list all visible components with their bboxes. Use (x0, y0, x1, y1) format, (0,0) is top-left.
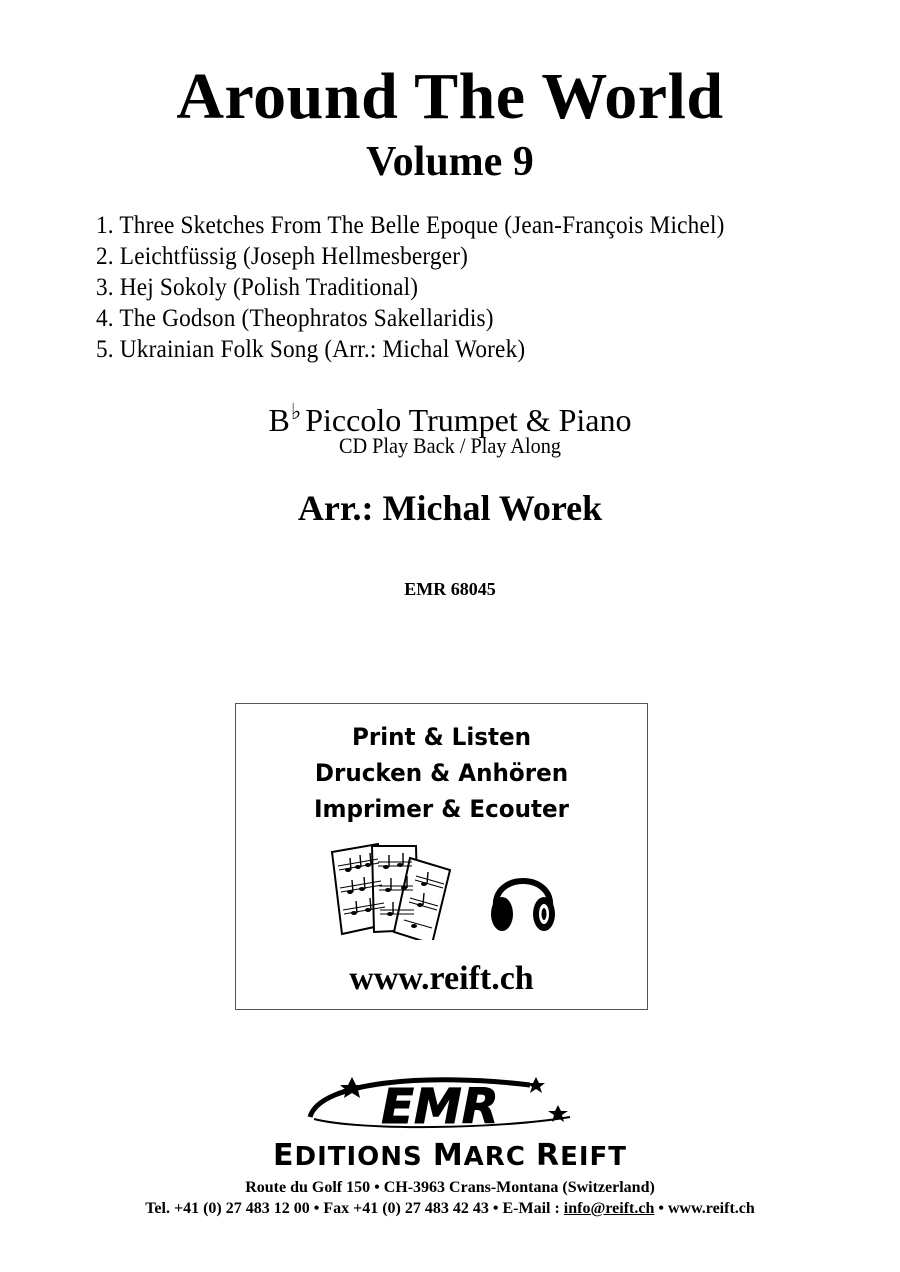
volume-subtitle: Volume 9 (366, 139, 534, 185)
piece-item: 4. The Godson (Theophratos Sakellaridis) (96, 305, 494, 332)
piece-item: 2. Leichtfüssig (Joseph Hellmesberger) (96, 243, 469, 270)
publisher-name-part: DITIONS (294, 1142, 433, 1172)
publisher-name-part: R (535, 1138, 561, 1173)
emr-logo (300, 1073, 600, 1133)
publisher-name-part: M (432, 1138, 464, 1173)
arranger: Arr.: Michal Worek (297, 488, 603, 528)
contact-website: • www.reift.ch (654, 1200, 755, 1217)
publisher-name-part: ARC (463, 1142, 536, 1172)
instrument-text: Piccolo Trumpet & Piano (305, 402, 632, 438)
flat-symbol: ♭ (290, 399, 302, 424)
emr-logo-text: EMR (381, 1079, 499, 1133)
catalog-number: EMR 68045 (404, 579, 496, 599)
headphones-icon (488, 858, 558, 938)
piece-item: 1. Three Sketches From The Belle Epoque (Jean-François Michel) (96, 212, 725, 239)
email-link[interactable]: info@reift.ch (563, 1200, 655, 1217)
promo-line-fr: Imprimer & Ecouter (313, 795, 570, 823)
promo-line-en: Print & Listen (351, 723, 532, 751)
page-title: Around The World (176, 60, 724, 133)
cd-info: CD Play Back / Play Along (338, 433, 562, 458)
print-listen-box (235, 703, 648, 1010)
publisher-contacts (0, 1199, 900, 1219)
piece-item: 3. Hej Sokoly (Polish Traditional) (96, 274, 419, 301)
piece-list (96, 210, 772, 365)
publisher-name (0, 1140, 900, 1173)
promo-url[interactable]: www.reift.ch (349, 960, 534, 997)
publisher-address: Route du Golf 150 • CH-3963 Crans-Montana (Switzerland) (245, 1179, 655, 1196)
instrument-key: B (268, 402, 290, 438)
contact-phone-fax: Tel. +41 (0) 27 483 12 00 • Fax +41 (0) 27 483 42 43 • E-Mail : (145, 1200, 564, 1217)
publisher-name-part: E (273, 1138, 295, 1173)
promo-line-de: Drucken & Anhören (314, 759, 569, 787)
sheet-music-icon (328, 840, 458, 940)
publisher-name-part: EIFT (560, 1142, 627, 1172)
piece-item: 5. Ukrainian Folk Song (Arr.: Michal Worek) (96, 336, 526, 363)
